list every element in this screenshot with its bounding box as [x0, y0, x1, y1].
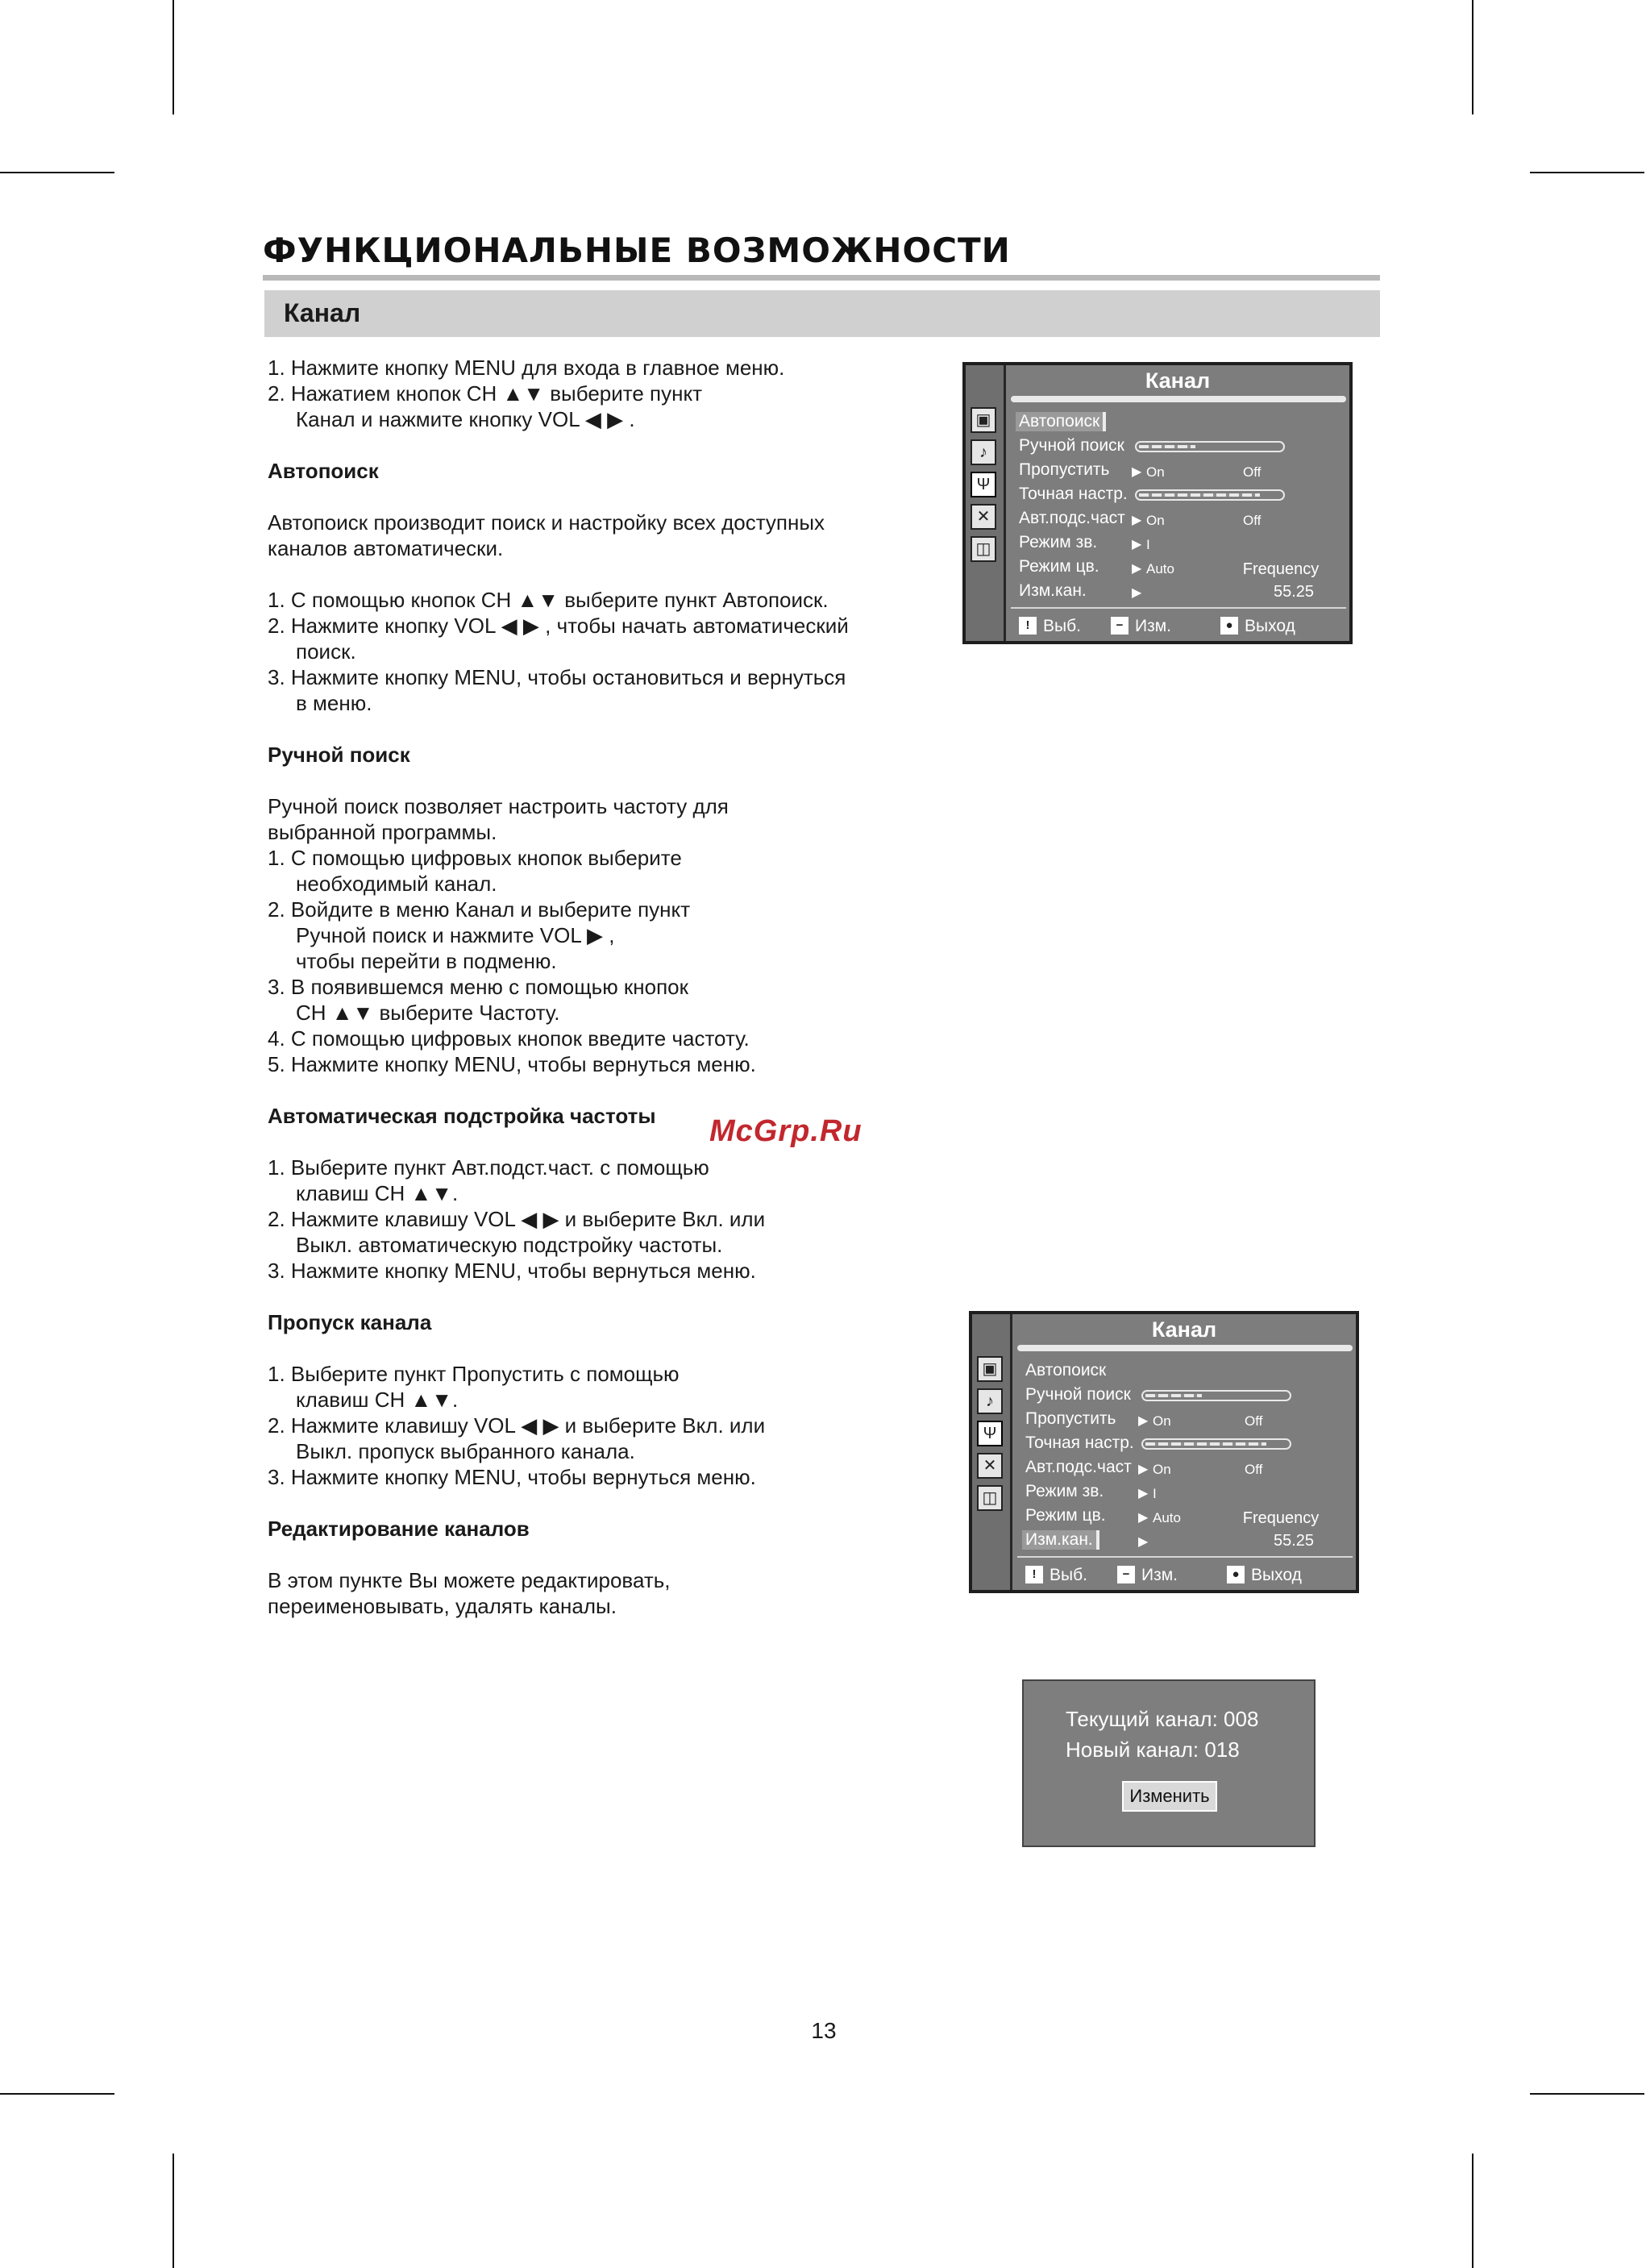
text-line: 3. В появившемся меню с помощью кнопок	[268, 975, 689, 999]
manual-search-slider[interactable]	[1141, 1390, 1291, 1401]
manual-search-slider[interactable]	[1135, 441, 1285, 452]
footer-select-label: Выб.	[1043, 617, 1081, 635]
afc-heading: Автоматическая подстройка частоты	[268, 1104, 656, 1128]
text-line: 1. Нажмите кнопку MENU для входа в главное меню.	[268, 356, 785, 380]
menu-item-afc[interactable]: Авт.подс.част	[1019, 509, 1125, 527]
text-line: Ручной поиск позволяет настроить частоту для	[268, 794, 729, 818]
text-line: Ручной поиск и нажмите VOL ▶ ,	[296, 923, 615, 947]
text-line: 3. Нажмите кнопку MENU, чтобы вернуться меню.	[268, 1259, 756, 1283]
picture-icon: ▣	[977, 1356, 1003, 1382]
frequency-value: 55.25	[1273, 1532, 1315, 1550]
exit-key-icon: ●	[1227, 1566, 1245, 1583]
sound-icon: ♪	[971, 439, 996, 465]
crop-mark	[0, 172, 114, 173]
skip-alt-value: Off	[1245, 1413, 1263, 1429]
footer-exit-label: Выход	[1251, 1566, 1302, 1584]
text-line: 3. Нажмите кнопку MENU, чтобы остановиться и вернуться	[268, 665, 846, 689]
afc-value: On	[1153, 1462, 1171, 1477]
fine-tune-slider[interactable]	[1135, 489, 1285, 501]
arrow-right-icon: ▶	[1138, 1463, 1149, 1476]
menu-item-skip[interactable]: Пропустить	[1019, 460, 1110, 479]
footer-select-label: Выб.	[1050, 1566, 1087, 1584]
arrow-right-icon: ▶	[1132, 514, 1142, 527]
menu-item-edit-channels[interactable]: Изм.кан.	[1022, 1530, 1099, 1550]
crop-mark	[172, 2154, 174, 2268]
section-header	[264, 290, 1380, 337]
footer-exit-label: Выход	[1245, 617, 1295, 635]
skip-value: On	[1146, 464, 1165, 480]
picture-icon: ▣	[971, 407, 996, 433]
menu-item-skip[interactable]: Пропустить	[1025, 1409, 1116, 1428]
text-line: Автопоиск производит поиск и настройку всех доступных	[268, 510, 825, 535]
sound-icon: ♪	[977, 1388, 1003, 1414]
watermark: McGrp.Ru	[709, 1114, 862, 1148]
skip-alt-value: Off	[1243, 464, 1262, 480]
afc-value: On	[1146, 513, 1165, 528]
text-line: в меню.	[296, 691, 372, 715]
menu-item-manual-search[interactable]: Ручной поиск	[1025, 1385, 1131, 1404]
edit-heading: Редактирование каналов	[268, 1517, 530, 1541]
afc-alt-value: Off	[1245, 1462, 1263, 1477]
arrow-right-icon: ▶	[1132, 538, 1142, 551]
menu-item-color-mode[interactable]: Режим цв.	[1025, 1506, 1106, 1525]
skip-heading: Пропуск канала	[268, 1310, 432, 1334]
tv-menu-edit-channels	[969, 1311, 1359, 1593]
text-line: 2. Войдите в меню Канал и выберите пункт	[268, 897, 691, 922]
crop-mark	[172, 0, 174, 114]
text-line: клавиш CH ▲▼.	[296, 1181, 459, 1205]
text-line: 3. Нажмите кнопку MENU, чтобы вернуться меню.	[268, 1465, 756, 1489]
tv-menu-autosearch	[962, 362, 1353, 644]
setup-icon: ✕	[977, 1453, 1003, 1479]
text-line: 1. С помощью кнопок CH ▲▼ выберите пункт Автопоиск.	[268, 588, 829, 612]
current-channel-label: Текущий канал: 008	[1066, 1707, 1259, 1731]
arrow-right-icon: ▶	[1138, 1511, 1149, 1525]
menu-item-manual-search[interactable]: Ручной поиск	[1019, 436, 1124, 455]
channel-icon: Ψ	[971, 472, 996, 497]
crop-mark	[1472, 2154, 1474, 2268]
footer-change-label: Изм.	[1141, 1566, 1178, 1584]
text-line: 1. С помощью цифровых кнопок выберите	[268, 846, 682, 870]
arrow-right-icon: ▶	[1132, 586, 1142, 600]
function-icon: ◫	[971, 536, 996, 562]
menu-item-sound-mode[interactable]: Режим зв.	[1019, 533, 1098, 551]
sound-mode-value: I	[1146, 537, 1150, 552]
crop-mark	[0, 2093, 114, 2095]
skip-value: On	[1153, 1413, 1171, 1429]
text-line: 2. Нажмите клавишу VOL ◀ ▶ и выберите Вкл. или	[268, 1207, 766, 1231]
text-line: каналов автоматически.	[268, 536, 504, 560]
text-line: 4. С помощью цифровых кнопок введите частоту.	[268, 1026, 750, 1051]
manual-search-heading: Ручной поиск	[268, 743, 410, 767]
menu-item-autosearch[interactable]: Автопоиск	[1016, 412, 1106, 431]
autosearch-heading: Автопоиск	[268, 459, 379, 483]
text-line: Выкл. автоматическую подстройку частоты.	[296, 1233, 723, 1257]
frequency-value: 55.25	[1273, 583, 1315, 601]
text-line: клавиш CH ▲▼.	[296, 1388, 459, 1412]
new-channel-label: Новый канал: 018	[1066, 1737, 1240, 1762]
arrow-right-icon: ▶	[1132, 562, 1142, 576]
arrow-right-icon: ▶	[1138, 1487, 1149, 1500]
crop-mark	[1530, 172, 1644, 173]
menu-title: Канал	[1151, 1317, 1217, 1342]
text-line: переименовывать, удалять каналы.	[268, 1594, 617, 1618]
frequency-label: Frequency	[1242, 1509, 1320, 1527]
menu-sidebar	[972, 1314, 1012, 1590]
arrow-right-icon: ▶	[1138, 1535, 1149, 1549]
text-line: Выкл. пропуск выбранного канала.	[296, 1439, 635, 1463]
text-line: 5. Нажмите кнопку MENU, чтобы вернуться меню.	[268, 1052, 756, 1076]
crop-mark	[1472, 0, 1474, 114]
text-line: необходимый канал.	[296, 872, 497, 896]
text-line: 2. Нажатием кнопок CH ▲▼ выберите пункт	[268, 381, 703, 406]
menu-item-fine-tune[interactable]: Точная настр.	[1019, 485, 1128, 503]
menu-item-fine-tune[interactable]: Точная настр.	[1025, 1434, 1134, 1452]
text-line: выбранной программы.	[268, 820, 497, 844]
exit-key-icon: ●	[1220, 617, 1238, 635]
change-key-icon: −	[1117, 1566, 1135, 1583]
text-line: 1. Выберите пункт Авт.подст.част. с помощью	[268, 1155, 709, 1180]
fine-tune-slider[interactable]	[1141, 1438, 1291, 1450]
menu-sidebar	[966, 365, 1006, 641]
text-line: чтобы перейти в подменю.	[296, 949, 557, 973]
menu-item-afc[interactable]: Авт.подс.част	[1025, 1458, 1132, 1476]
text-line: CH ▲▼ выберите Частоту.	[296, 1001, 560, 1025]
arrow-right-icon: ▶	[1132, 465, 1142, 479]
menu-title: Канал	[1145, 368, 1211, 393]
function-icon: ◫	[977, 1485, 1003, 1511]
text-line: поиск.	[296, 639, 356, 664]
text-line: Канал и нажмите кнопку VOL ◀ ▶ .	[296, 407, 635, 431]
menu-item-color-mode[interactable]: Режим цв.	[1019, 557, 1099, 576]
text-line: 2. Нажмите кнопку VOL ◀ ▶ , чтобы начать автоматический	[268, 614, 849, 638]
menu-item-edit-channels[interactable]: Изм.кан.	[1019, 581, 1087, 600]
menu-item-sound-mode[interactable]: Режим зв.	[1025, 1482, 1104, 1500]
page-number: 13	[811, 2018, 837, 2043]
section-title: Канал	[284, 298, 361, 327]
text-line: 2. Нажмите клавишу VOL ◀ ▶ и выберите Вкл. или	[268, 1413, 766, 1438]
crop-mark	[1530, 2093, 1644, 2095]
footer-change-label: Изм.	[1135, 617, 1171, 635]
select-key-icon: !	[1019, 617, 1037, 635]
text-line: 1. Выберите пункт Пропустить с помощью	[268, 1362, 680, 1386]
afc-alt-value: Off	[1243, 513, 1262, 528]
color-mode-value: Auto	[1146, 561, 1174, 576]
select-key-icon: !	[1025, 1566, 1043, 1583]
arrow-right-icon: ▶	[1138, 1414, 1149, 1428]
text-line: В этом пункте Вы можете редактировать,	[268, 1568, 671, 1592]
channel-icon: Ψ	[977, 1421, 1003, 1446]
edit-channel-dialog	[1022, 1679, 1316, 1847]
change-key-icon: −	[1111, 617, 1129, 635]
page-title: ФУНКЦИОНАЛЬНЫЕ ВОЗМОЖНОСТИ	[263, 231, 1011, 270]
frequency-label: Frequency	[1242, 560, 1320, 578]
color-mode-value: Auto	[1153, 1510, 1181, 1525]
change-button[interactable]: Изменить	[1122, 1781, 1217, 1812]
title-divider	[263, 275, 1380, 281]
instructions-column	[268, 355, 929, 1619]
setup-icon: ✕	[971, 504, 996, 530]
sound-mode-value: I	[1153, 1486, 1157, 1501]
menu-item-autosearch[interactable]: Автопоиск	[1025, 1361, 1107, 1380]
